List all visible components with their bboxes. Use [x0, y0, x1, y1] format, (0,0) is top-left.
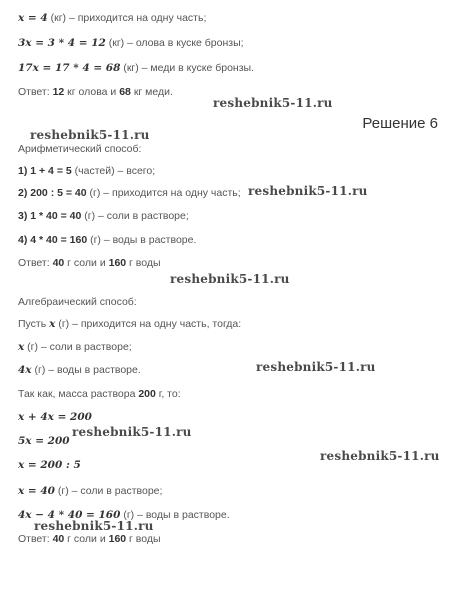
- answer-text: кг меди.: [130, 86, 173, 98]
- watermark: reshebnik5-11.ru: [72, 425, 192, 439]
- text-line: [18, 388, 181, 401]
- line-text: г, то:: [155, 388, 181, 400]
- line-text: (кг) – олова в куске бронзы;: [105, 37, 244, 49]
- line-text: (г) – приходится на одну часть, тогда:: [55, 318, 242, 330]
- answer-line: [18, 257, 161, 270]
- step-text: (г) – соли в растворе;: [81, 210, 189, 222]
- step-expr: 3) 1 * 40 = 40: [18, 210, 82, 222]
- answer-text: г соли и: [64, 533, 109, 545]
- text-line: [18, 12, 206, 25]
- line-text: (кг) – меди в куске бронзы.: [120, 62, 254, 74]
- step-text: (г) – приходится на одну часть;: [86, 187, 241, 199]
- watermark: reshebnik5-11.ru: [213, 96, 333, 110]
- math-expr: x = 4: [18, 12, 48, 24]
- line-text: Так как, масса раствора: [18, 388, 139, 400]
- math-expr: x: [18, 341, 25, 353]
- answer-line: [18, 533, 161, 546]
- answer-line: [18, 86, 173, 99]
- watermark: reshebnik5-11.ru: [30, 128, 150, 142]
- solution-heading: Решение 6: [362, 115, 438, 132]
- step-expr: 1) 1 + 4 = 5: [18, 165, 72, 177]
- step-line: [18, 210, 189, 223]
- answer-label: Ответ:: [18, 533, 53, 545]
- line-text: (кг) – приходится на одну часть;: [47, 12, 207, 24]
- math-expr: x: [49, 318, 56, 330]
- equation: x + 4x = 200: [18, 411, 92, 423]
- answer-text: кг олова и: [64, 86, 120, 98]
- math-expr: 17x = 17 * 4 = 68: [18, 62, 121, 74]
- watermark: reshebnik5-11.ru: [34, 519, 154, 533]
- line-text: (г) – соли в растворе;: [24, 341, 132, 353]
- text-line: [18, 37, 244, 50]
- equation: 5x = 200: [18, 435, 70, 447]
- answer-text: г соли и: [64, 257, 109, 269]
- step-expr: 2) 200 : 5 = 40: [18, 187, 87, 199]
- text-line: [18, 62, 254, 75]
- answer-label: Ответ:: [18, 86, 53, 98]
- answer-value: 68: [119, 86, 131, 98]
- math-expr: 3x = 3 * 4 = 12: [18, 37, 106, 49]
- line-text: (г) – воды в растворе.: [31, 364, 141, 376]
- section-title: Алгебраический способ:: [18, 296, 137, 308]
- math-expr: 4x − 4 * 40 = 160: [18, 509, 121, 521]
- text-line: [18, 318, 241, 331]
- text-line: [18, 364, 141, 377]
- answer-value: 12: [52, 86, 65, 98]
- math-expr: 4x: [18, 364, 32, 376]
- step-text: (частей) – всего;: [71, 165, 156, 177]
- answer-text: г воды: [126, 257, 161, 269]
- line-text: (г) – воды в растворе.: [120, 509, 230, 521]
- step-expr: 4) 4 * 40 = 160: [18, 234, 88, 246]
- step-line: [18, 234, 196, 247]
- text-line: [18, 341, 132, 354]
- answer-text: г воды: [126, 533, 161, 545]
- watermark: reshebnik5-11.ru: [170, 272, 290, 286]
- watermark: reshebnik5-11.ru: [320, 449, 440, 463]
- answer-label: Ответ:: [18, 257, 53, 269]
- step-line: [18, 187, 241, 200]
- line-text: (г) – соли в растворе;: [54, 485, 163, 497]
- watermark: reshebnik5-11.ru: [248, 184, 368, 198]
- math-value: 200: [138, 388, 156, 400]
- answer-value: 160: [108, 533, 127, 545]
- text-line: [18, 485, 162, 498]
- answer-value: 40: [52, 533, 65, 545]
- answer-value: 160: [108, 257, 127, 269]
- watermark: reshebnik5-11.ru: [256, 360, 376, 374]
- section-title: Арифметический способ:: [18, 143, 142, 155]
- step-text: (г) – воды в растворе.: [87, 234, 197, 246]
- answer-value: 40: [52, 257, 65, 269]
- equation: x = 200 : 5: [18, 459, 81, 471]
- step-line: [18, 165, 155, 178]
- line-text: Пусть: [18, 318, 50, 330]
- math-expr: x = 40: [18, 485, 55, 497]
